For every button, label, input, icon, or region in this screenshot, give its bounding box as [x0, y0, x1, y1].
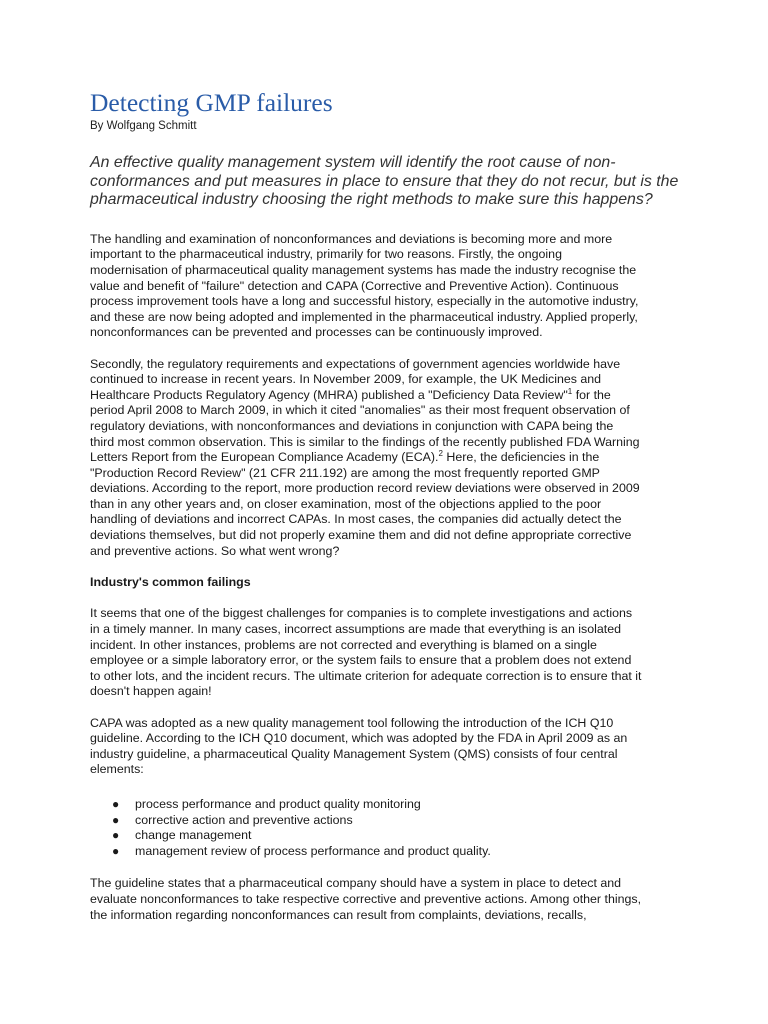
text-line: Secondly, the regulatory requirements and expectations of government agencies worldwide have [90, 356, 621, 371]
list-item-text: management review of process performance and product quality. [135, 843, 491, 858]
section-heading: Industry's common failings [90, 574, 251, 589]
list-item-text: corrective action and preventive actions [135, 812, 353, 827]
text-line: "Production Record Review" (21 CFR 211.192) are among the most frequently reported GMP [90, 465, 600, 480]
text-line: than in any other years and, on closer examination, most of the objections applied to the poor [90, 496, 602, 511]
text-line: the information regarding nonconformances can result from complaints, deviations, recalls, [90, 907, 587, 922]
text-line: handling of deviations and incorrect CAPAs. In most cases, the companies did actually detect the [90, 512, 622, 527]
text-line: incident. In other instances, problems are not corrected and everything is blamed on a single [90, 637, 597, 652]
text-line: period April 2008 to March 2009, in which it cited "anomalies" as their most frequent observation of [90, 403, 630, 418]
text-line: employee or a simple laboratory error, or the system fails to ensure that a problem does not extend [90, 653, 632, 668]
list-item [90, 813, 690, 829]
bullet-icon: ● [112, 812, 120, 827]
footnote-marker: 1 [567, 386, 573, 396]
paragraph-capa [90, 716, 690, 778]
text-line: process improvement tools have a long and successful history, especially in the automotive industry, [90, 294, 639, 309]
paragraph-guideline [90, 876, 690, 923]
text-line: regulatory deviations, with nonconformances and deviations in conjunction with CAPA being the [90, 418, 614, 433]
text-line: The handling and examination of nonconformances and deviations is becoming more and more [90, 231, 613, 246]
text-line: in a timely manner. In many cases, incorrect assumptions are made that everything is an isolated [90, 622, 621, 637]
text-line: It seems that one of the biggest challenges for companies is to complete investigations and actions [90, 606, 633, 621]
text-line: doesn't happen again! [90, 684, 212, 699]
text-segment: Letters Report from the European Compliance Academy (ECA). [90, 450, 439, 465]
text-line: CAPA was adopted as a new quality management tool following the introduction of the ICH Q10 [90, 715, 614, 730]
text-line: deviations themselves, but did not properly examine them and did not define appropriate corrective [90, 528, 632, 543]
text-line: elements: [90, 762, 144, 777]
text-segment: Healthcare Products Regulatory Agency (MHRA) published a "Deficiency Data Review" [90, 387, 568, 402]
article-title: Detecting GMP failures [90, 88, 333, 117]
paragraph-intro [90, 232, 690, 341]
list-item-text: process performance and product quality monitoring [135, 796, 421, 811]
bullet-icon: ● [112, 843, 120, 858]
text-line [90, 450, 690, 466]
footnote-marker: 2 [438, 448, 443, 458]
text-line: evaluate nonconformances to take respective corrective and preventive actions. Among other things, [90, 891, 642, 906]
standfirst-line: pharmaceutical industry choosing the right methods to make sure this happens? [90, 191, 653, 209]
text-line: The guideline states that a pharmaceutical company should have a system in place to detect and [90, 876, 622, 891]
paragraph-challenges [90, 606, 690, 700]
text-line: industry guideline, a pharmaceutical Quality Management System (QMS) consists of four central [90, 746, 618, 761]
paragraph-regulatory [90, 357, 690, 560]
text-line: continued to increase in recent years. In November 2009, for example, the UK Medicines and [90, 372, 602, 387]
text-line: to other lots, and the incident recurs. The ultimate criterion for adequate correction is to ensure that it [90, 668, 642, 683]
standfirst-line: conformances and put measures in place to ensure that they do not recur, but is the [90, 172, 679, 190]
text-line [90, 388, 690, 404]
article-byline: By Wolfgang Schmitt [90, 120, 197, 132]
list-item [90, 828, 690, 844]
text-line: value and benefit of "failure" detection and CAPA (Corrective and Preventive Action). Continuous [90, 278, 619, 293]
text-line: modernisation of pharmaceutical quality management systems has made the industry recognise the [90, 262, 637, 277]
text-line: guideline. According to the ICH Q10 document, which was adopted by the FDA in April 2009 as an [90, 731, 628, 746]
article-standfirst [90, 154, 690, 210]
text-line: nonconformances can be prevented and processes can be continuously improved. [90, 325, 543, 340]
text-line: important to the pharmaceutical industry, primarily for two reasons. Firstly, the ongoing [90, 247, 562, 262]
list-item-text: change management [135, 828, 252, 843]
standfirst-line: An effective quality management system will identify the root cause of non- [90, 154, 616, 171]
text-line: deviations. According to the report, more production record review deviations were observed in 2009 [90, 481, 640, 496]
text-line: and these are now being adopted and implemented in the pharmaceutical industry. Applied properly, [90, 309, 638, 324]
text-segment: Here, the deficiencies in the [442, 450, 600, 465]
list-item [90, 844, 690, 860]
qms-elements-list [90, 797, 690, 859]
text-line: third most common observation. This is similar to the findings of the recently published FDA Warning [90, 434, 640, 449]
list-item [90, 797, 690, 813]
bullet-icon: ● [112, 796, 120, 811]
text-line: and preventive actions. So what went wrong? [90, 543, 340, 558]
text-segment: for the [572, 387, 611, 402]
document-page [90, 88, 690, 923]
bullet-icon: ● [112, 828, 120, 843]
